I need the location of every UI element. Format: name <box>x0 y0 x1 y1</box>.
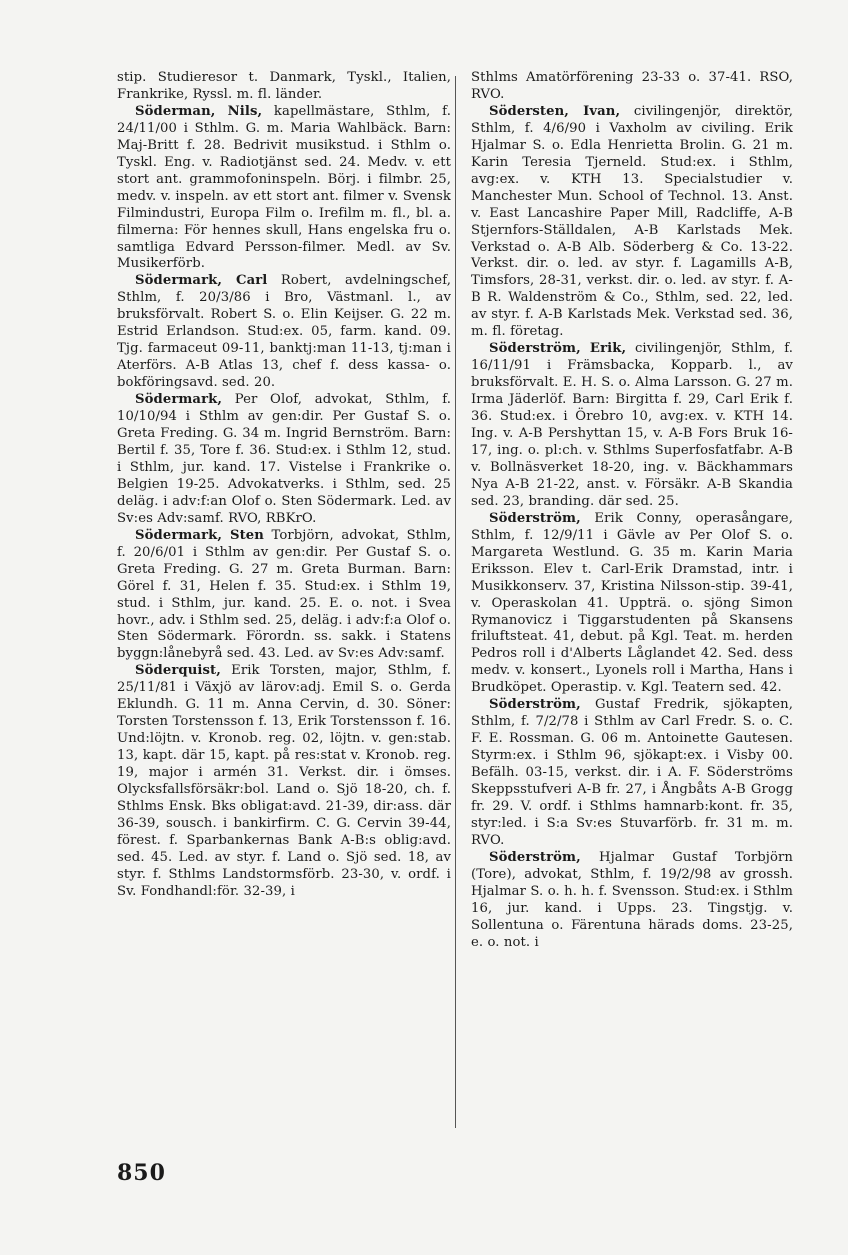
left-column <box>117 70 451 901</box>
entry-text: Erik Conny, operasångare, Sthlm, f. 12/9/11 i Gävle av Per Olof S. o. Margareta Westlund. G. 35 m. Karin Maria Eriksson. Elev t. Carl-Erik Dramstad, intr. i Musikkonserv. 37, Kristina Nilsson-stip. 39-41, v. Operaskolan 41. Uppträ. o. sjöng Simon Rymanovicz i Tiggarstudenten på Skansens friluftsteat. 41, debut. på Kgl. Teat. m. herden Pedros roll i d'Alberts Låglandet 42. Sed. dess medv. v. konsert., Lyonels roll i Martha, Hans i Brudköpet. Operastip. v. Kgl. Teatern sed. 42. <box>471 510 793 696</box>
entry-text: kapellmästare, Sthlm, f. 24/11/00 i Sthlm. G. m. Maria Wahlbäck. Barn: Maj-Britt f. 28. Bedrivit musikstud. i Sthlm o. Tyskl. Eng. v. Radiotjänst sed. 24. Medv. v. ett stort ant. grammofoninspeln. Börj. i filmbr. 25, medv. v. inspeln. av ett stort ant. filmer v. Svensk Filmindustri, Europa Film o. Irefilm m. fl., bl. a. filmerna: För hennes skull, Hans engelska fru o. samtliga Edvard Persson-filmer. Medl. av Sv. Musikerförb. <box>117 103 451 272</box>
entry-name: Söderquist, <box>135 663 221 679</box>
entry <box>117 70 451 104</box>
entry <box>471 341 793 511</box>
entry <box>471 70 793 104</box>
entry-text: Erik Torsten, major, Sthlm, f. 25/11/81 i Växjö av lärov:adj. Emil S. o. Gerda Eklundh. G. 11 m. Anna Cervin, d. 30. Söner: Torsten Torstensson f. 13, Erik Torstensson f. 16. Und:löjtn. v. Kronob. reg. 02, löjtn. v. gen:stab. 13, kapt. där 15, kapt. på res:stat v. Kronob. reg. 19, major i armén 31. Verkst. dir. i ömses. Olycksfallsförsäkr:bol. Land o. Sjö 18-20, ch. f. Sthlms Ensk. Bks obligat:avd. 21-39, dir:ass. där 36-39, sousch. i bankirfirm. C. G. Cervin 39-44, förest. f. Sparbankernas Bank A-B:s oblig:avd. sed. 45. Led. av styr. f. Land o. Sjö sed. 18, av styr. f. Sthlms Landstormsförb. 23-30, v. ordf. i Sv. Fondhandl:för. 32-39, i <box>117 663 451 899</box>
entry-text: Sthlms Amatörförening 23-33 o. 37-41. RSO, RVO. <box>471 70 793 102</box>
entry-text: civilingenjör, direktör, Sthlm, f. 4/6/90 i Vaxholm av civiling. Erik Hjalmar S. o. Edla Henrietta Brolin. G. 21 m. Karin Teresia Tjerneld. Stud:ex. i Sthlm, avg:ex. v. KTH 13. Specialstudier v. Manchester Mun. School of Technol. 13. Anst. v. East Lancashire Paper Mill, Radcliffe, A-B Stjernfors-Ställdalen, A-B Karlstads Mek. Verkstad o. A-B Alb. Söderberg & Co. 13-22. Verkst. dir. o. led. av styr. f. Lagamills A-B, Timsfors, 28-31, verkst. dir. o. led. av styr. f. A-B R. Waldenström & Co., Sthlm, sed. 22, led. av styr. f. A-B Karlstads Mek. Verkstad sed. 36, m. fl. företag. <box>471 103 793 340</box>
entry-text: Hjalmar Gustaf Torbjörn (Tore), advokat, Sthlm, f. 19/2/98 av grossh. Hjalmar S. o. h. h. f. Svensson. Stud:ex. i Sthlm 16, jur. kand. i Upps. 23. Tingstjg. v. Sollentuna o. Färentuna härads doms. 23-25, e. o. not. i <box>471 849 793 950</box>
entry-name: Söderström, <box>489 510 581 526</box>
right-column <box>471 70 793 952</box>
entry <box>117 663 451 900</box>
entry-text: Torbjörn, advokat, Sthlm, f. 20/6/01 i Sthlm av gen:dir. Per Gustaf S. o. Greta Freding. G. 27 m. Greta Burman. Barn: Görel f. 31, Helen f. 35. Stud:ex. i Sthlm 19, stud. i Sthlm, jur. kand. 25. E. o. not. i Svea hovr., adv. i Sthlm sed. 25, deläg. i adv:f:a Olof o. Sten Södermark. Förordn. ss. sakk. i Statens byggn:lånebyrå sed. 43. Led. av Sv:es Adv:samf. <box>117 527 451 662</box>
entry-name: Södermark, <box>135 392 223 408</box>
entry <box>471 511 793 697</box>
entry <box>117 104 451 274</box>
entry <box>117 392 451 528</box>
entry <box>471 104 793 341</box>
entry-name: Söderman, Nils, <box>135 103 263 119</box>
entry <box>117 273 451 392</box>
entry <box>117 528 451 664</box>
column-divider <box>455 76 456 1128</box>
entry-name: Söderström, <box>489 697 581 713</box>
entry-name: Söderström, Erik, <box>489 341 627 357</box>
entry-name: Södersten, Ivan, <box>489 103 621 119</box>
entry-text: Per Olof, advokat, Sthlm, f. 10/10/94 i Sthlm av gen:dir. Per Gustaf S. o. Greta Freding. G. 34 m. Ingrid Bernström. Barn: Bertil f. 35, Tore f. 36. Stud:ex. i Sthlm 12, stud. i Sthlm, jur. kand. 17. Vistelse i Frankrike o. Belgien 19-25. Advokatverks. i Sthlm, sed. 25 deläg. i adv:f:an Olof o. Sten Södermark. Led. av Sv:es Adv:samf. RVO, RBKrO. <box>117 392 451 526</box>
entry <box>471 697 793 850</box>
entry-text: Gustaf Fredrik, sjökapten, Sthlm, f. 7/2/78 i Sthlm av Carl Fredr. S. o. C. F. E. Rossman. G. 06 m. Antoinette Gautesen. Styrm:ex. i Sthlm 96, sjökapt:ex. i Visby 00. Befälh. 03-15, verkst. dir. i A. F. Söderströms Skeppsstufveri A-B fr. 27, i Ångbåts A-B Grogg fr. 29. V. ordf. i Sthlms hamnarb:kont. fr. 35, styr:led. i S:a Sv:es Stuvarförb. fr. 31 m. m. RVO. <box>471 697 793 848</box>
entry-name: Södermark, Carl <box>135 273 268 289</box>
entry-text: civilingenjör, Sthlm, f. 16/11/91 i Främsbacka, Kopparb. l., av bruksförvalt. E. H. S. o. Alma Larsson. G. 27 m. Irma Jäderlöf. Barn: Birgitta f. 29, Carl Erik f. 36. Stud:ex. i Örebro 10, avg:ex. v. KTH 14. Ing. v. A-B Pershyttan 15, v. A-B Fors Bruk 16-17, ing. o. pl:ch. v. Sthlms Superfosfatfabr. A-B v. Bollnäsverket 18-20, ing. v. Bäckhammars Nya A-B 21-22, anst. v. Försäkr. A-B Skandia sed. 23, branding. där sed. 25. <box>471 341 794 509</box>
entry-text: stip. Studieresor t. Danmark, Tyskl., Italien, Frankrike, Ryssl. m. fl. länder. <box>117 70 451 102</box>
entry-name: Södermark, Sten <box>135 527 264 543</box>
entry <box>471 850 793 952</box>
entry-text: Robert, avdelningschef, Sthlm, f. 20/3/86 i Bro, Västmanl. l., av bruksförvalt. Robert S. o. Elin Keijser. G. 22 m. Estrid Erlandson. Stud:ex. 05, farm. kand. 09. Tjg. farmaceut 09-11, banktj:man 11-13, tj:man i Aterförs. A-B Atlas 13, chef f. dess kassa- o. bokföringsavd. sed. 20. <box>117 273 451 391</box>
entry-name: Söderström, <box>489 849 581 865</box>
page-number: 850 <box>117 1160 166 1186</box>
